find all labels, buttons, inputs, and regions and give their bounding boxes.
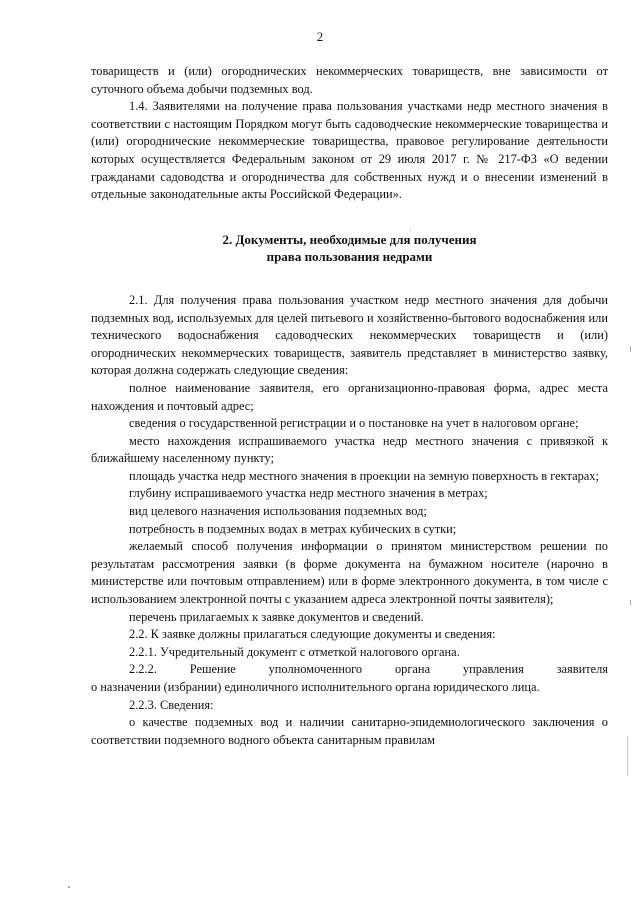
- scan-artifact: [627, 736, 628, 776]
- requirement-item: желаемый способ получения информации о принятом министерством решении по результатам рассмотрения заявки (в форме документа на бумажном носителе (нарочно в министерстве или почтовым отправлением) или в форме электронного документа, в том числе с использованием электронной почты с указанием адреса электронной почты заявителя);: [91, 539, 608, 607]
- paragraph-2-2-3: 2.2.3. Сведения:: [129, 697, 214, 712]
- paragraph-2-2: 2.2. К заявке должны прилагаться следующие документы и сведения:: [129, 627, 496, 642]
- scan-artifact: [410, 230, 411, 231]
- requirement-item: потребность в подземных водах в метрах кубических в сутки;: [129, 521, 457, 536]
- requirement-item: площадь участка недр местного значения в проекции на земную поверхность в гектарах;: [129, 468, 599, 483]
- spacer: [91, 266, 608, 292]
- paragraph-1-4: 1.4. Заявителями на получение права пользования участками недр местного значения в соответствии с настоящим Порядком могут быть садоводческие некоммерческие товарищества и (или) огороднические некоммерческие товарищества, правовое регулирование деятельности которых осуществляется Федеральным законом от 29 июля 2017 г. № 217-ФЗ «О ведении гражданами садоводства и огородничества для собственных нужд и о внесении изменений в отдельные законодательные акты Российской Федерации».: [91, 99, 608, 202]
- page-number: 2: [316, 29, 324, 44]
- paragraph-2-2-2-continuation: о назначении (избрании) единоличного исполнительного органа юридического лица.: [91, 680, 540, 694]
- document-body: [91, 63, 608, 749]
- scan-artifact: [68, 886, 70, 888]
- paragraph-intro-continuation: товариществ и (или) огороднических некоммерческих товариществ, вне зависимости от суточного объема добычи подземных вод.: [91, 64, 608, 96]
- paragraph-2-2-1: 2.2.1. Учредительный документ с отметкой налогового органа.: [129, 644, 460, 659]
- scan-artifact: [630, 600, 631, 605]
- requirement-item: сведения о государственной регистрации и о постановке на учет в налоговом органе;: [129, 416, 579, 431]
- section-heading-line-2: права пользования недрами: [266, 249, 433, 265]
- requirement-item: место нахождения испрашиваемого участка недр местного значения с привязкой к ближайшему населенному пункту;: [91, 433, 608, 466]
- spacer: [91, 204, 608, 231]
- requirement-item: перечень прилагаемых к заявке документов и сведений.: [129, 609, 424, 624]
- paragraph-groundwater-quality: о качестве подземных вод и наличии санитарно-эпидемиологического заключения о соответствии подземного водного объекта санитарным правилам: [91, 715, 608, 747]
- paragraph-2-2-2-first-line: 2.2.2. Решение уполномоченного органа управления заявителя: [129, 662, 608, 677]
- section-heading-line-1: 2. Документы, необходимые для получения: [222, 231, 477, 247]
- requirement-item: полное наименование заявителя, его организационно-правовая форма, адрес места нахождения и почтовый адрес;: [91, 380, 608, 413]
- requirement-item: глубину испрашиваемого участка недр местного значения в метрах;: [129, 486, 488, 501]
- scan-artifact: [630, 346, 631, 352]
- requirement-item: вид целевого назначения использования подземных вод;: [129, 504, 427, 519]
- paragraph-2-1: 2.1. Для получения права пользования участком недр местного значения для добычи подземных вод, используемых для целей питьевого и хозяйственно-бытового водоснабжения или технического водоснабжения садоводческих некоммерческих товариществ и (или) огороднических некоммерческих товариществ, заявитель представляет в министерство заявку, которая должна содержать следующие сведения:: [91, 292, 608, 378]
